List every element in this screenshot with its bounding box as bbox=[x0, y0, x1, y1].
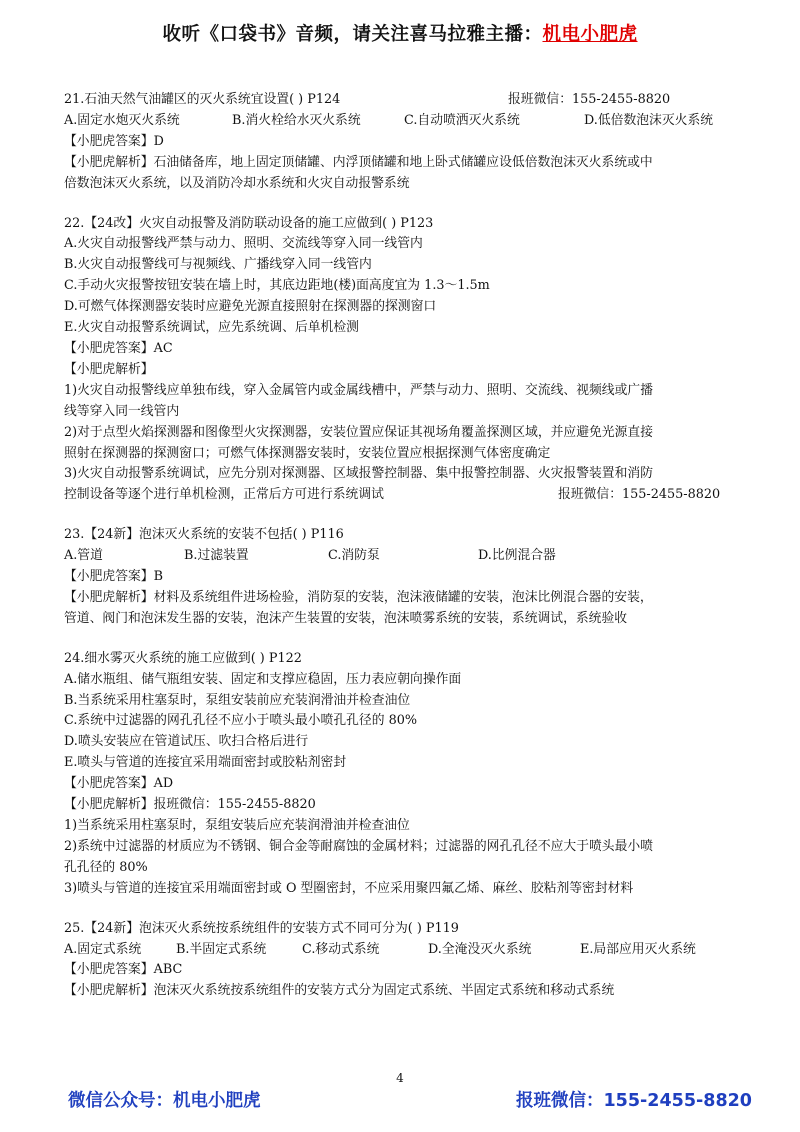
q23-stem: 23.【24新】泡沫灭火系统的安装不包括( ) P116 bbox=[64, 527, 344, 543]
q23-option-d: D.比例混合器 bbox=[478, 548, 556, 564]
q25-stem: 25.【24新】泡沫灭火系统按系统组件的安装方式不同可分为( ) P119 bbox=[64, 920, 459, 936]
q24-option-c: C.系统中过滤器的网孔孔径不应小于喷头最小喷孔孔径的 80% bbox=[64, 713, 418, 729]
q22-option-b: B.火灾自动报警线可与视频线、广播线穿入同一线管内 bbox=[64, 257, 372, 273]
question-23 bbox=[64, 525, 744, 630]
q23-explanation-2: 管道、阀门和泡沫发生器的安装，泡沫产生装置的安装，泡沫喷雾系统的安装，系统调试，系统验收 bbox=[64, 610, 628, 626]
q22-explanation-2b: 照射在探测器的探测窗口；可燃气体探测器安装时，安装位置应根据探测气体密度确定 bbox=[64, 445, 551, 461]
q23-option-c: C.消防泵 bbox=[328, 548, 380, 564]
footer-enroll-wechat: 报班微信：155-2455-8820 bbox=[516, 1091, 752, 1111]
q22-option-c: C.手动火灾报警按钮安装在墙上时，其底边距地(楼)面高度宜为 1.3～1.5m bbox=[64, 278, 490, 294]
q24-explanation-2b: 孔孔径的 80% bbox=[64, 859, 148, 875]
q24-explanation-3: 3)喷头与管道的连接宜采用端面密封或 O 型圈密封，不应采用聚四氟乙烯、麻丝、胶粘剂等密封材料 bbox=[64, 880, 634, 896]
q24-answer: 【小肥虎答案】AD bbox=[64, 776, 174, 792]
q24-option-b: B.当系统采用柱塞泵时，泵组安装前应充装润滑油并检查油位 bbox=[64, 692, 411, 708]
q21-wechat: 报班微信：155-2455-8820 bbox=[508, 92, 671, 107]
q25-option-c: C.移动式系统 bbox=[302, 941, 380, 957]
q22-explanation-title: 【小肥虎解析】 bbox=[64, 361, 154, 377]
q22-explanation-3b-row bbox=[64, 485, 744, 506]
q23-options bbox=[64, 546, 744, 567]
q24-stem: 24.细水雾灭火系统的施工应做到( ) P122 bbox=[64, 650, 302, 666]
question-content bbox=[64, 90, 744, 1021]
q25-option-a: A.固定式系统 bbox=[64, 941, 142, 957]
question-21 bbox=[64, 90, 744, 195]
q24-explanation-title: 【小肥虎解析】报班微信：155-2455-8820 bbox=[64, 797, 316, 813]
q22-wechat: 报班微信：155-2455-8820 bbox=[558, 487, 721, 503]
q25-option-d: D.全淹没灭火系统 bbox=[428, 941, 532, 957]
q22-explanation-1a: 1)火灾自动报警线应单独布线，穿入金属管内或金属线槽中，严禁与动力、照明、交流线、视频线或广播 bbox=[64, 382, 653, 398]
q24-option-e: E.喷头与管道的连接宜采用端面密封或胶粘剂密封 bbox=[64, 755, 347, 771]
q23-option-a: A.管道 bbox=[64, 548, 103, 564]
q24-explanation-2a: 2)系统中过滤器的材质应为不锈钢、铜合金等耐腐蚀的金属材料；过滤器的网孔孔径不应大于喷头最小喷 bbox=[64, 838, 653, 854]
q21-option-c: C.自动喷洒灭火系统 bbox=[404, 112, 520, 128]
q25-answer: 【小肥虎答案】ABC bbox=[64, 962, 183, 978]
q24-explanation-1: 1)当系统采用柱塞泵时，泵组安装后应充装润滑油并检查油位 bbox=[64, 818, 410, 833]
q23-option-b: B.过滤装置 bbox=[184, 548, 249, 564]
q21-stem-row bbox=[64, 90, 744, 111]
page-header bbox=[0, 20, 800, 46]
q21-explanation-2: 倍数泡沫灭火系统，以及消防冷却水系统和火灾自动报警系统 bbox=[64, 175, 410, 191]
q21-options bbox=[64, 111, 744, 132]
q24-option-d: D.喷头安装应在管道试压、吹扫合格后进行 bbox=[64, 734, 309, 750]
q22-stem: 22.【24改】火灾自动报警及消防联动设备的施工应做到( ) P123 bbox=[64, 215, 434, 231]
q23-explanation-1: 【小肥虎解析】材料及系统组件进场检验，消防泵的安装，泡沫液储罐的安装，泡沫比例混合器的安装， bbox=[64, 589, 653, 605]
page-number: 4 bbox=[396, 1071, 404, 1085]
question-24 bbox=[64, 649, 744, 900]
q22-explanation-2a: 2)对于点型火焰探测器和图像型火灾探测器，安装位置应保证其视场角覆盖探测区域，并应避免光源直接 bbox=[64, 424, 653, 440]
q24-option-a: A.储水瓶组、储气瓶组安装、固定和支撑应稳固，压力表应朝向操作面 bbox=[64, 671, 462, 687]
q25-options bbox=[64, 940, 744, 961]
q23-answer: 【小肥虎答案】B bbox=[64, 569, 163, 585]
q22-option-e: E.火灾自动报警系统调试，应先系统调、后单机检测 bbox=[64, 320, 359, 336]
q21-option-d: D.低倍数泡沫灭火系统 bbox=[584, 112, 714, 128]
header-prefix: 收听《口袋书》音频，请关注喜马拉雅主播： bbox=[162, 24, 543, 45]
q21-explanation-1: 【小肥虎解析】石油储备库，地上固定顶储罐、内浮顶储罐和地上卧式储罐应设低倍数泡沫灭火系统或中 bbox=[64, 154, 653, 170]
footer-wechat-account: 微信公众号：机电小肥虎 bbox=[68, 1091, 261, 1111]
header-brand-link[interactable]: 机电小肥虎 bbox=[542, 24, 638, 45]
q21-stem: 21.石油天然气油罐区的灭火系统宜设置( ) P124 bbox=[64, 92, 341, 107]
q22-explanation-3b: 控制设备等逐个进行单机检测，正常后方可进行系统调试 bbox=[64, 487, 384, 503]
q25-option-e: E.局部应用灭火系统 bbox=[580, 941, 696, 957]
q21-option-a: A.固定水炮灭火系统 bbox=[64, 112, 180, 128]
question-25 bbox=[64, 919, 744, 1003]
q22-explanation-1b: 线等穿入同一线管内 bbox=[64, 403, 180, 419]
q25-explanation-1: 【小肥虎解析】泡沫灭火系统按系统组件的安装方式分为固定式系统、半固定式系统和移动式系统 bbox=[64, 983, 615, 999]
q21-answer: 【小肥虎答案】D bbox=[64, 133, 164, 149]
q22-option-a: A.火灾自动报警线严禁与动力、照明、交流线等穿入同一线管内 bbox=[64, 236, 423, 252]
q22-answer: 【小肥虎答案】AC bbox=[64, 340, 173, 356]
q22-explanation-3a: 3)火灾自动报警系统调试，应先分别对探测器、区域报警控制器、集中报警控制器、火灾报警装置和消防 bbox=[64, 466, 653, 482]
q21-option-b: B.消火栓给水灭火系统 bbox=[232, 112, 361, 128]
question-22 bbox=[64, 214, 744, 507]
q25-option-b: B.半固定式系统 bbox=[176, 941, 267, 957]
q22-option-d: D.可燃气体探测器安装时应避免光源直接照射在探测器的探测窗口 bbox=[64, 299, 437, 315]
